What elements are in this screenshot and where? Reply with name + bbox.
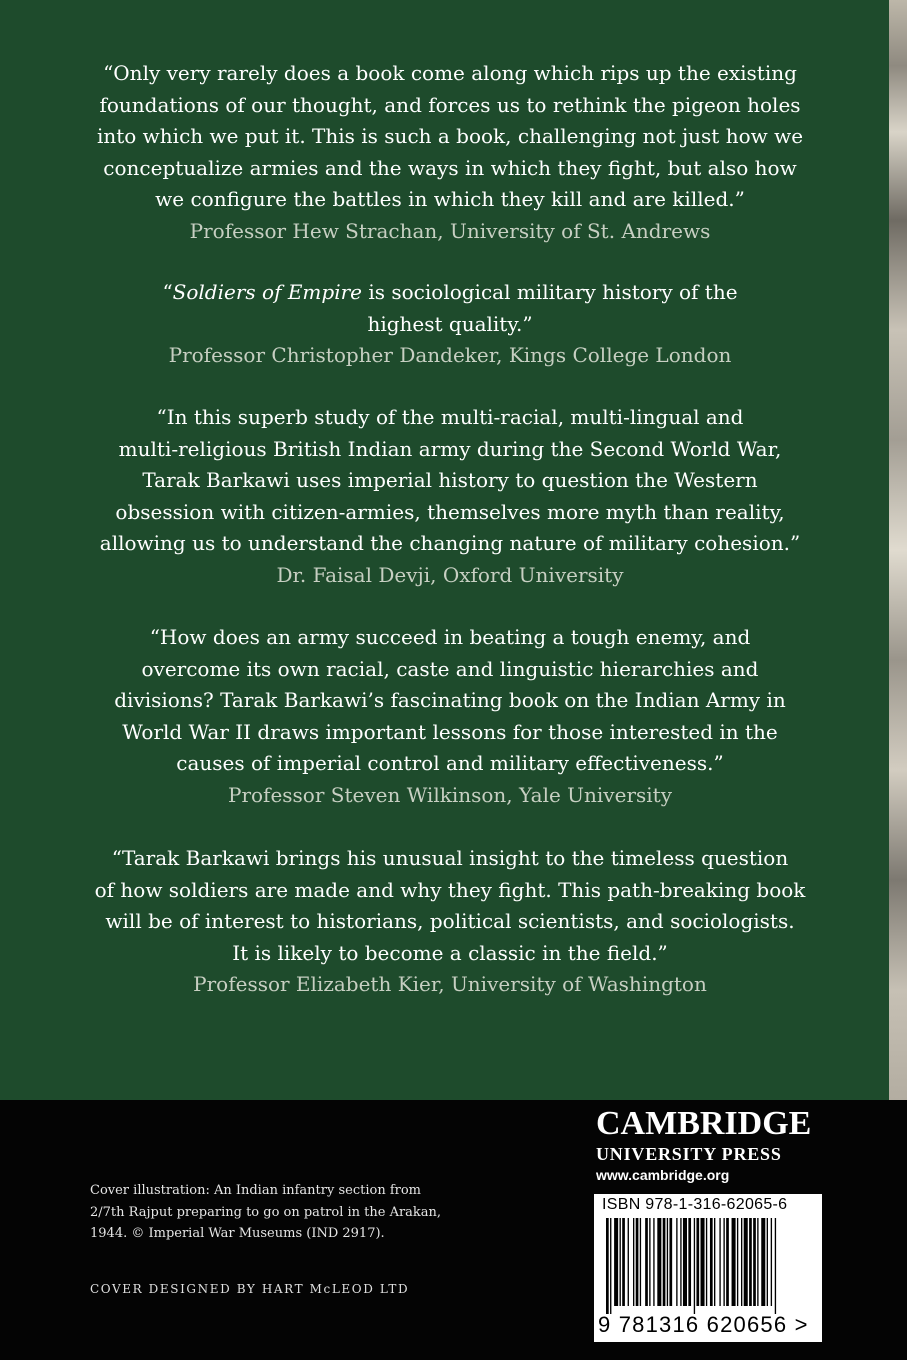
blurb-strachan <box>70 58 830 247</box>
blurb-line: conceptualize armies and the ways in which they fight, but also how <box>103 155 797 180</box>
blurb-line: into which we put it. This is such a book, challenging not just how we <box>96 124 804 148</box>
blurb-line: of how soldiers are made and why they fight. This path-breaking book <box>94 877 806 902</box>
blurb-attribution: Professor Elizabeth Kier, University of Washington <box>193 972 707 996</box>
blurb-line: highest quality.” <box>367 311 533 336</box>
blurb-line: obsession with citizen-armies, themselves more myth than reality, <box>115 499 785 524</box>
barcode-bars <box>600 1218 816 1314</box>
credit-line: 1944. © Imperial War Museums (IND 2917). <box>90 1226 385 1241</box>
blurb-line: World War II draws important lessons for those interested in the <box>122 719 778 744</box>
blurb-line: overcome its own racial, caste and linguistic hierarchies and <box>141 656 759 681</box>
cover-illustration-credit <box>90 1180 490 1245</box>
isbn-number: ISBN 978-1-316-62065-6 <box>602 1196 788 1213</box>
blurb-line: It is likely to become a classic in the field.” <box>232 940 668 965</box>
blurb-line: foundations of our thought, and forces us to rethink the pigeon holes <box>99 92 801 117</box>
cover-designer: COVER DESIGNED BY HART McLEOD LTD <box>90 1282 410 1296</box>
blurb-attribution: Professor Christopher Dandeker, Kings College London <box>168 343 732 367</box>
publisher-press: UNIVERSITY PRESS <box>596 1144 782 1164</box>
blurb-line: “Tarak Barkawi brings his unusual insight to the timeless question <box>111 846 789 870</box>
publisher-url: www.cambridge.org <box>596 1167 730 1183</box>
blurb-line: allowing us to understand the changing nature of military cohesion.” <box>99 531 801 555</box>
blurb-line: will be of interest to historians, political scientists, and sociologists. <box>105 909 795 933</box>
blurb-dandeker <box>70 277 830 372</box>
credit-line: 2/7th Rajput preparing to go on patrol in the Arakan, <box>90 1204 442 1220</box>
blurb-line: “In this superb study of the multi-racial, multi-lingual and <box>156 405 744 429</box>
blurb-line: multi-religious British Indian army during the Second World War, <box>118 436 782 461</box>
blurb-line: we configure the battles in which they kill and are killed.” <box>155 187 745 211</box>
cover-photo-edge <box>889 0 907 1100</box>
blurb-line-rest: is sociological military history of the <box>362 280 738 304</box>
barcode-digits: 9 781316 620656 > <box>598 1312 809 1337</box>
blurb-attribution: Professor Hew Strachan, University of St. Andrews <box>189 218 711 243</box>
blurb-kier <box>70 843 830 1001</box>
blurb-devji <box>70 402 830 591</box>
blurb-wilkinson <box>70 622 830 811</box>
blurb-line: “Soldiers of Empire is sociological military history of the <box>162 280 738 304</box>
blurb-attribution: Professor Steven Wilkinson, Yale University <box>227 782 672 807</box>
blurb-line: “Only very rarely does a book come along which rips up the existing <box>103 61 797 85</box>
credit-line: Cover illustration: An Indian infantry section from <box>90 1183 422 1198</box>
blurb-attribution: Dr. Faisal Devji, Oxford University <box>276 562 624 587</box>
blurb-line: Tarak Barkawi uses imperial history to question the Western <box>142 468 758 492</box>
isbn-barcode <box>594 1194 822 1342</box>
blurb-line: causes of imperial control and military effectiveness.” <box>176 751 724 775</box>
publisher-name: CAMBRIDGE <box>596 1105 812 1142</box>
book-title: Soldiers of Empire <box>172 280 362 304</box>
blurb-line: divisions? Tarak Barkawi’s fascinating book on the Indian Army in <box>114 688 786 712</box>
blurb-line: “How does an army succeed in beating a tough enemy, and <box>149 625 751 649</box>
publisher-logo <box>596 1104 828 1186</box>
